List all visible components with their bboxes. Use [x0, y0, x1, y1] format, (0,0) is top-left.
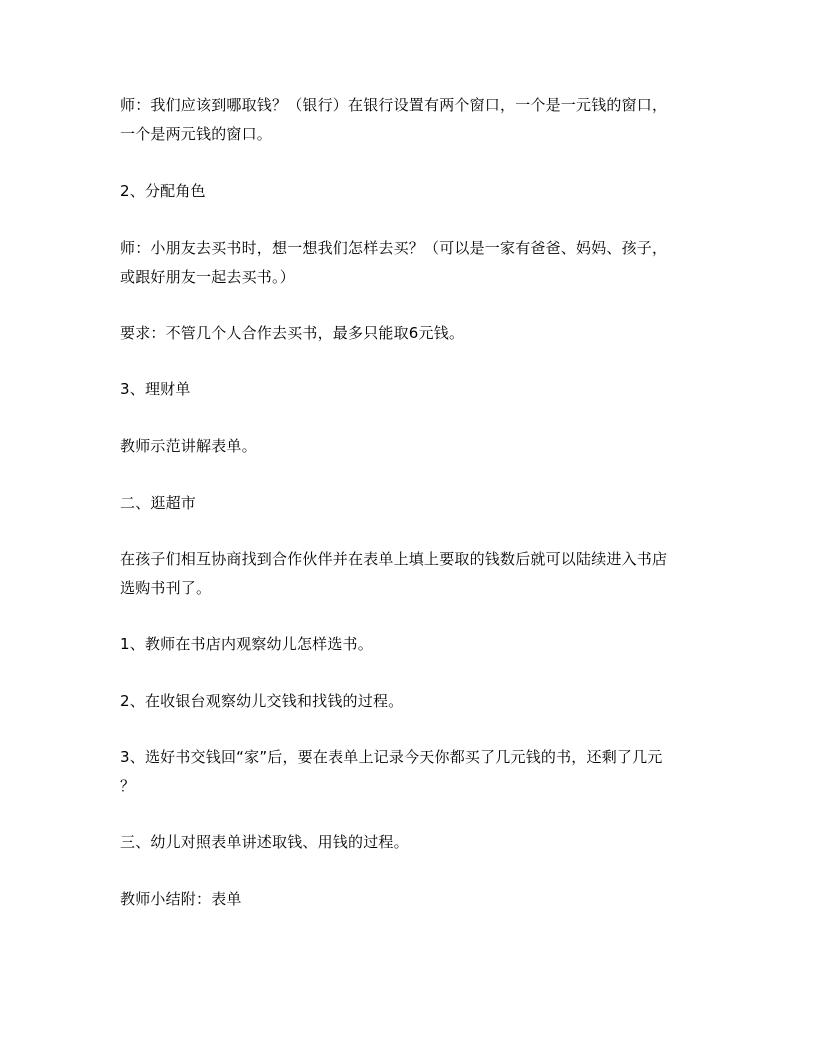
section-heading-assign-roles — [120, 177, 700, 206]
list-item-record-sheet — [120, 743, 700, 801]
text-line: ？ — [120, 777, 136, 795]
text-line: 2、在收银台观察幼儿交钱和找钱的过程。 — [120, 692, 404, 710]
paragraph-partners — [120, 545, 700, 603]
text-line: 二、逛超市 — [120, 494, 197, 512]
text-line: 或跟好朋友一起去买书。） — [120, 268, 295, 286]
section-heading-supermarket — [120, 489, 700, 518]
list-item-observe-selection — [120, 630, 700, 659]
text-line: 3、理财单 — [120, 380, 191, 398]
text-line: 2、分配角色 — [120, 182, 206, 200]
paragraph-bank-windows — [120, 91, 700, 149]
text-line: 教师示范讲解表单。 — [120, 437, 257, 455]
section-heading-finance-sheet — [120, 375, 700, 404]
paragraph-requirement — [120, 319, 700, 348]
text-line: 师：小朋友去买书时，想一想我们怎样去买？（可以是一家有爸爸、妈妈、孩子， — [120, 239, 668, 257]
text-line: 在孩子们相互协商找到合作伙伴并在表单上填上要取的钱数后就可以陆续进入书店 — [120, 550, 668, 568]
section-heading-retell — [120, 828, 700, 857]
text-line: 要求：不管几个人合作去买书，最多只能取6元钱。 — [120, 324, 465, 342]
text-line: 一个是两元钱的窗口。 — [120, 125, 273, 143]
paragraph-summary — [120, 885, 700, 914]
text-line: 师：我们应该到哪取钱？（银行）在银行设置有两个窗口，一个是一元钱的窗口， — [120, 96, 668, 114]
text-line: 三、幼儿对照表单讲述取钱、用钱的过程。 — [120, 833, 409, 851]
paragraph-buying-books — [120, 234, 700, 292]
paragraph-teacher-demo — [120, 432, 700, 461]
text-line: 选购书刊了。 — [120, 579, 212, 597]
text-line: 3、选好书交钱回“家”后，要在表单上记录今天你都买了几元钱的书，还剩了几元 — [120, 748, 663, 766]
text-line: 1、教师在书店内观察幼儿怎样选书。 — [120, 635, 373, 653]
text-line: 教师小结附：表单 — [120, 890, 242, 908]
list-item-observe-cashier — [120, 687, 700, 716]
